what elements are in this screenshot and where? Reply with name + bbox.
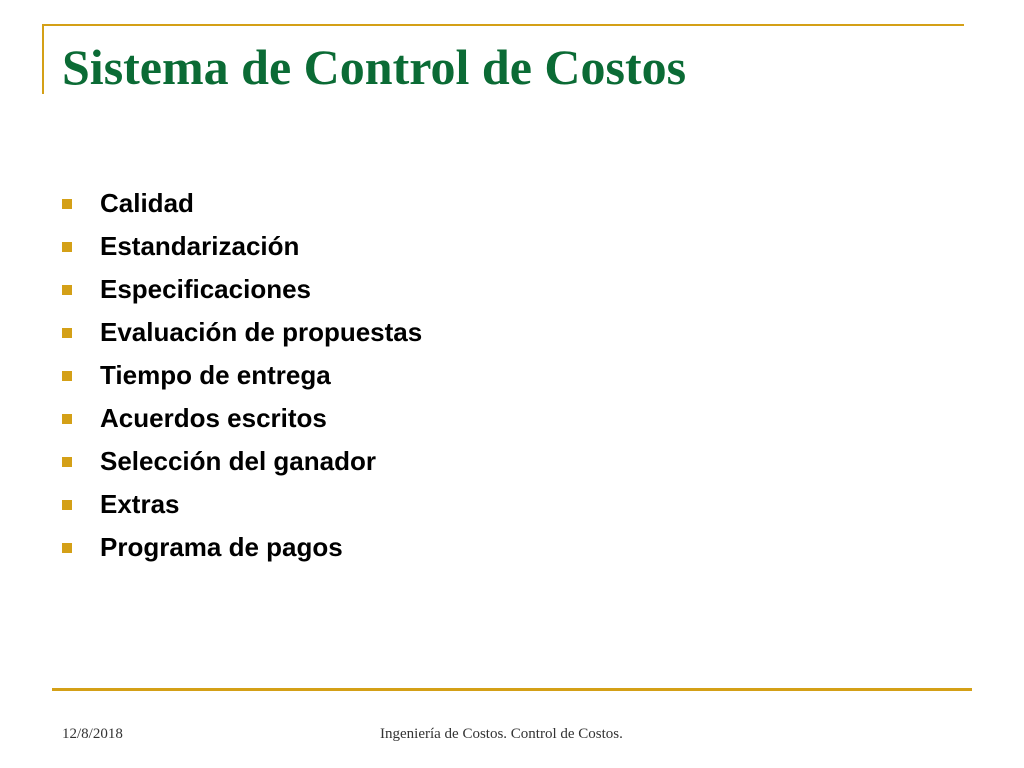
- square-bullet-icon: [62, 414, 72, 424]
- bullet-item: [62, 354, 422, 397]
- square-bullet-icon: [62, 285, 72, 295]
- title-frame-left-line: [42, 24, 44, 94]
- bullet-item: [62, 182, 422, 225]
- bullet-label: Programa de pagos: [100, 532, 343, 562]
- square-bullet-icon: [62, 328, 72, 338]
- bullet-item: [62, 526, 422, 569]
- square-bullet-icon: [62, 543, 72, 553]
- bullet-label: Extras: [100, 489, 180, 519]
- square-bullet-icon: [62, 371, 72, 381]
- bullet-item: [62, 483, 422, 526]
- square-bullet-icon: [62, 242, 72, 252]
- bullet-label: Acuerdos escritos: [100, 403, 327, 433]
- footer-divider: [52, 688, 972, 691]
- title-frame-top-line: [42, 24, 964, 26]
- bullet-item: [62, 311, 422, 354]
- bullet-label: Evaluación de propuestas: [100, 317, 423, 347]
- bullet-label: Tiempo de entrega: [100, 360, 331, 390]
- bullet-label: Calidad: [100, 188, 194, 218]
- bullet-item: [62, 268, 422, 311]
- square-bullet-icon: [62, 500, 72, 510]
- bullet-label: Selección del ganador: [100, 446, 376, 476]
- footer-text: Ingeniería de Costos. Control de Costos.: [380, 726, 623, 742]
- bullet-label: Estandarización: [100, 231, 300, 261]
- footer-date: 12/8/2018: [62, 726, 123, 742]
- square-bullet-icon: [62, 199, 72, 209]
- bullet-list: [62, 182, 422, 569]
- square-bullet-icon: [62, 457, 72, 467]
- bullet-label: Especificaciones: [100, 274, 311, 304]
- bullet-item: [62, 397, 422, 440]
- bullet-item: [62, 440, 422, 483]
- slide-title: Sistema de Control de Costos: [62, 39, 687, 95]
- bullet-item: [62, 225, 422, 268]
